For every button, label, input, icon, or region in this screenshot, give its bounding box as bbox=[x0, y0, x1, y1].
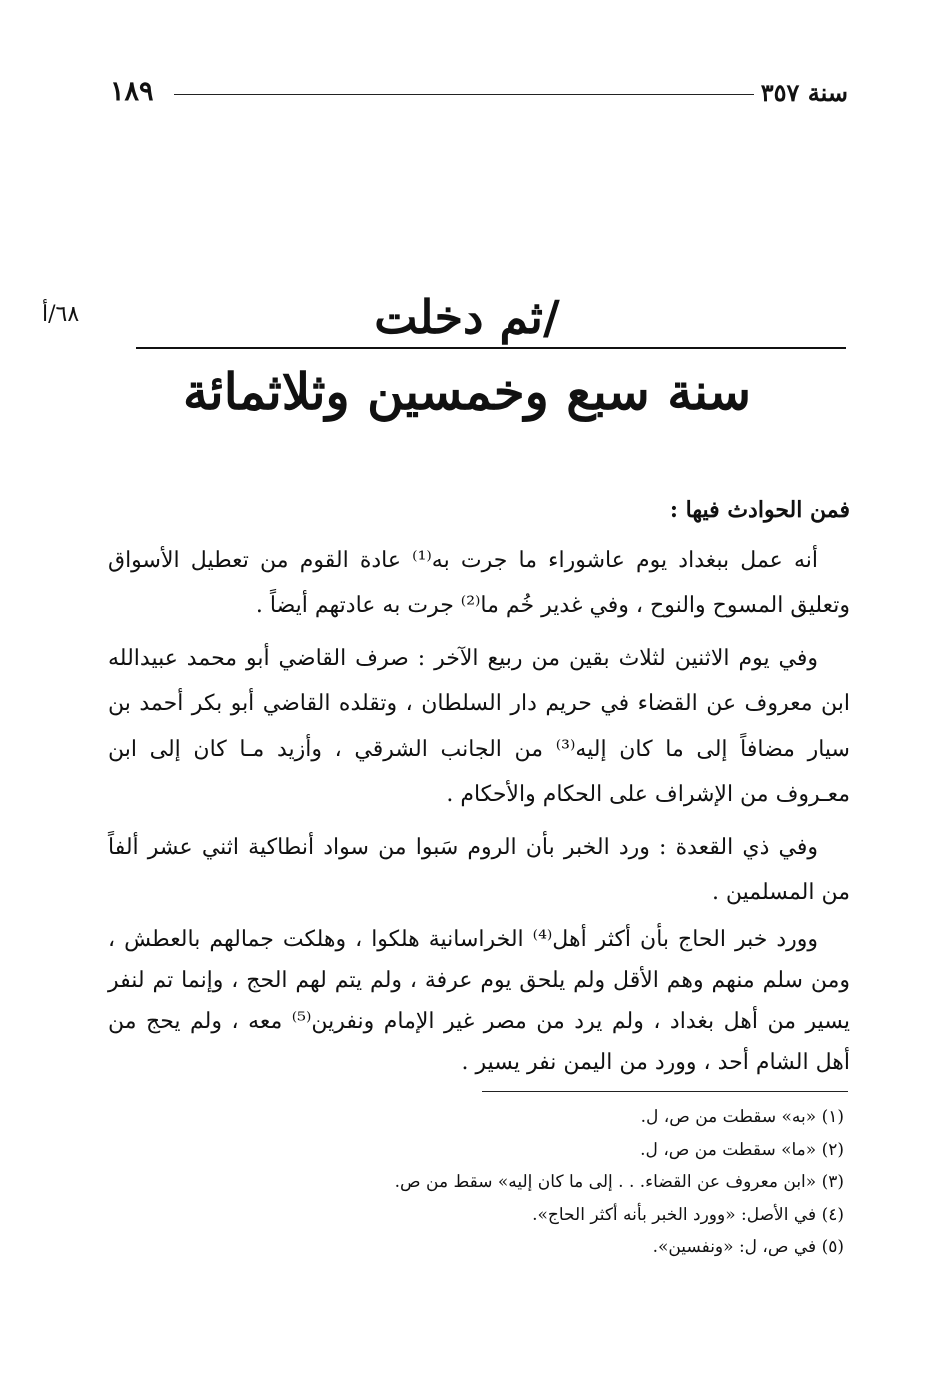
manuscript-folio-marker: ٦٨/أ bbox=[42, 302, 80, 327]
page-number: ١٨٩ bbox=[110, 76, 154, 107]
paragraph: أنه عمل ببغداد يوم عاشوراء ما جرت به⁽¹⁾ عادة القوم من تعطيل الأسواق وتعليق المسوح والنوح ، وفي غدير خُم ما⁽²⁾ جرت به عادتهم أيضاً . bbox=[108, 547, 850, 618]
footnote: (٥) في ص، ل: «ونفسين». bbox=[652, 1237, 844, 1257]
paragraph: وفي يوم الاثنين لثلاث بقين من ربيع الآخر : صرف القاضي أبو محمد عبيدالله ابن معروف عن القضاء في حريم دار السلطان ، وتقلده القاضي أبو بكر أحمد بن سيار مضافاً إلى ما كان إليه⁽³⁾ من الجانب الشرقي ، وأزيد مـا كان إلى ابن معـروف من الإشراف على الحكام والأحكام . bbox=[108, 645, 850, 807]
footnote: (٣) «ابن معروف عن القضاء. . . إلى ما كان إليه» سقط من ص. bbox=[394, 1172, 844, 1192]
chapter-heading-line2: سنة سبع وخمسين وثلاثمائة bbox=[183, 362, 751, 421]
running-header bbox=[110, 78, 848, 118]
chapter-heading-line1: /ثم دخلت bbox=[374, 290, 560, 344]
footnote: (١) «به» سقطت من ص، ل. bbox=[640, 1107, 844, 1127]
footnotes bbox=[284, 1101, 844, 1264]
paragraph: وورد خبر الحاج بأن أكثر أهل⁽⁴⁾ الخراسانية هلكوا ، وهلكت جمالهم بالعطش ، ومن سلم منهم وهم الأقل ولم يلحق يوم عرفة ، ولم يتم لهم الحج ، وإنما تم لنفر يسير من أهل بغداد ، ولم يرد من مصر غير الإمام ونفرين⁽⁵⁾ معه ، ولم يحج من أهل الشام أحد ، وورد من اليمن نفر يسير . bbox=[108, 926, 850, 1075]
running-title: سنة ٣٥٧ bbox=[760, 78, 848, 107]
footnote: (٢) «ما» سقطت من ص، ل. bbox=[640, 1139, 844, 1160]
footnote-separator bbox=[482, 1091, 848, 1092]
section-lead: فمن الحوادث فيها : bbox=[669, 497, 850, 523]
main-text bbox=[108, 488, 850, 1090]
paragraph: وفي ذي القعدة : ورد الخبر بأن الروم سَبوا من سواد أنطاكية اثني عشر ألفاً من المسلمين . bbox=[108, 834, 850, 905]
heading-divider bbox=[136, 347, 846, 349]
footnote: (٤) في الأصل: «وورد الخبر بأنه أكثر الحاج». bbox=[532, 1204, 844, 1225]
header-rule bbox=[174, 94, 754, 95]
